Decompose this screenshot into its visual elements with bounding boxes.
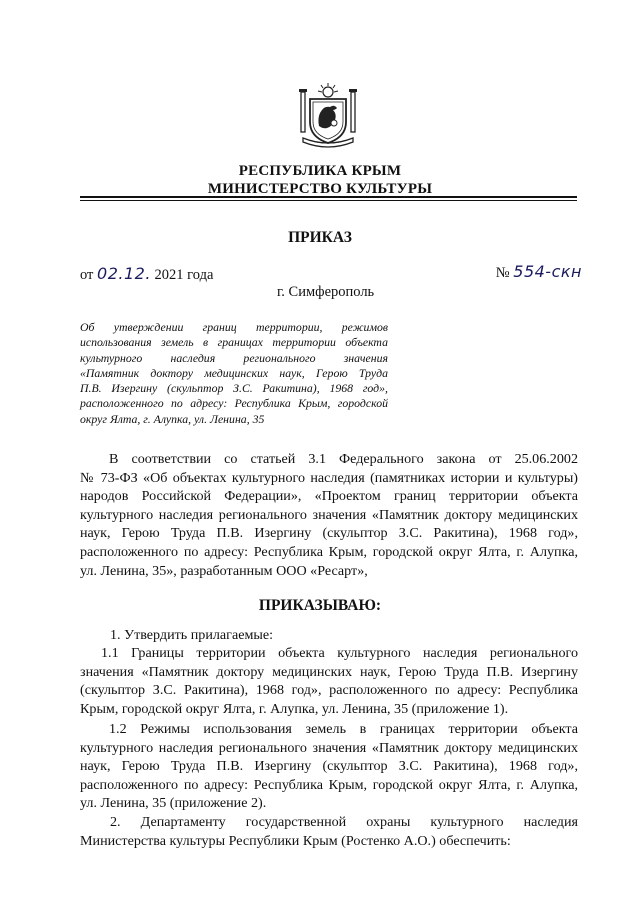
item-1 — [80, 626, 578, 645]
subject-line: П.В. Изергину (скульптор З.С. Ракитина), 1968 год», — [80, 381, 388, 396]
subject-line: культурного наследия регионального значения — [80, 350, 388, 365]
order-city: г. Симферополь — [277, 284, 375, 300]
date-handwritten: 02.12. — [97, 264, 151, 283]
date-suffix: 2021 года — [154, 267, 214, 283]
subject-line: округ Ялта, г. Алупка, ул. Ленина, 35 — [80, 411, 265, 426]
preamble-line: культурного наследия регионального значения «Памятник доктору медицинских — [80, 506, 578, 523]
order-number — [496, 262, 582, 282]
item-1-1-line: Крым, городской округ Ялта, г. Алупка, ул. Ленина, 35 (приложение 1). — [80, 700, 509, 717]
subject-line: использования земель в границах территории объекта — [80, 335, 388, 350]
item-1-2-line: расположенного по адресу: Республика Крым, городской округ Ялта, г. Алупка, — [80, 776, 578, 793]
item-1-2-line: культурного наследия регионального значения «Памятник доктору медицинских — [80, 739, 578, 756]
item-1-2-line: наук, Герою Труда П.В. Изергину (скульптор З.С. Ракитина), 1968 год», — [80, 758, 578, 775]
item-2 — [80, 813, 578, 850]
crimea-coat-of-arms-icon — [297, 82, 359, 150]
subject-line: расположенного по адресу: Республика Крым, городской — [80, 396, 388, 411]
preamble-line: ул. Ленина, 35», разработанным ООО «Ресарт», — [80, 562, 368, 579]
preamble-paragraph — [80, 450, 578, 580]
item-1-line: 1. Утвердить прилагаемые: — [110, 627, 274, 643]
item-1-1 — [80, 644, 578, 718]
item-1-2 — [80, 720, 578, 813]
item-2-line: Министерства культуры Республики Крым (Ростенко А.О.) обеспечить: — [80, 832, 511, 849]
order-subject — [80, 320, 388, 427]
item-1-2-line: ул. Ленина, 35 (приложение 2). — [80, 795, 267, 812]
preamble-line: народов Российской Федерации», «Проектом границ территории объекта — [80, 488, 578, 505]
number-prefix: № — [495, 265, 510, 281]
order-directive-heading: ПРИКАЗЫВАЮ: — [258, 597, 382, 614]
header-rule — [80, 196, 577, 198]
item-1-1-line: 1.1 Границы территории объекта культурного наследия регионального — [101, 645, 578, 661]
header-rule-thin — [80, 200, 577, 201]
item-1-1-line: (скульптор З.С. Ракитина), 1968 год», расположенного по адресу: Республика — [80, 682, 578, 699]
item-1-1-line: значения «Памятник доктору медицинских наук, Герою Труда П.В. Изергину — [80, 663, 578, 680]
ministry-heading: МИНИСТЕРСТВО КУЛЬТУРЫ — [207, 181, 433, 197]
preamble-line: № 73-ФЗ «Об объектах культурного наследия (памятниках истории и культуры) — [80, 469, 578, 486]
subject-line: Об утверждении границ территории, режимов — [80, 320, 388, 334]
order-date — [80, 264, 213, 284]
item-2-line: 2. Департаменту государственной охраны культурного наследия — [110, 814, 578, 830]
date-prefix: от — [80, 267, 94, 283]
preamble-line: расположенного по адресу: Республика Крым, городской округ Ялта, г. Алупка, — [80, 543, 578, 560]
item-1-2-line: 1.2 Режимы использования земель в границах территории объекта — [109, 721, 578, 737]
subject-line: «Памятник доктору медицинских наук, Герою Труда — [80, 365, 388, 380]
number-handwritten: 554-скн — [513, 262, 582, 281]
preamble-line: наук, Герою Труда П.В. Изергину (скульптор З.С. Ракитина), 1968 год», — [80, 525, 578, 542]
order-title: ПРИКАЗ — [288, 229, 352, 246]
republic-heading: РЕСПУБЛИКА КРЫМ — [238, 163, 402, 179]
preamble-line: В соответствии со статьей 3.1 Федерального закона от 25.06.2002 — [109, 451, 578, 467]
